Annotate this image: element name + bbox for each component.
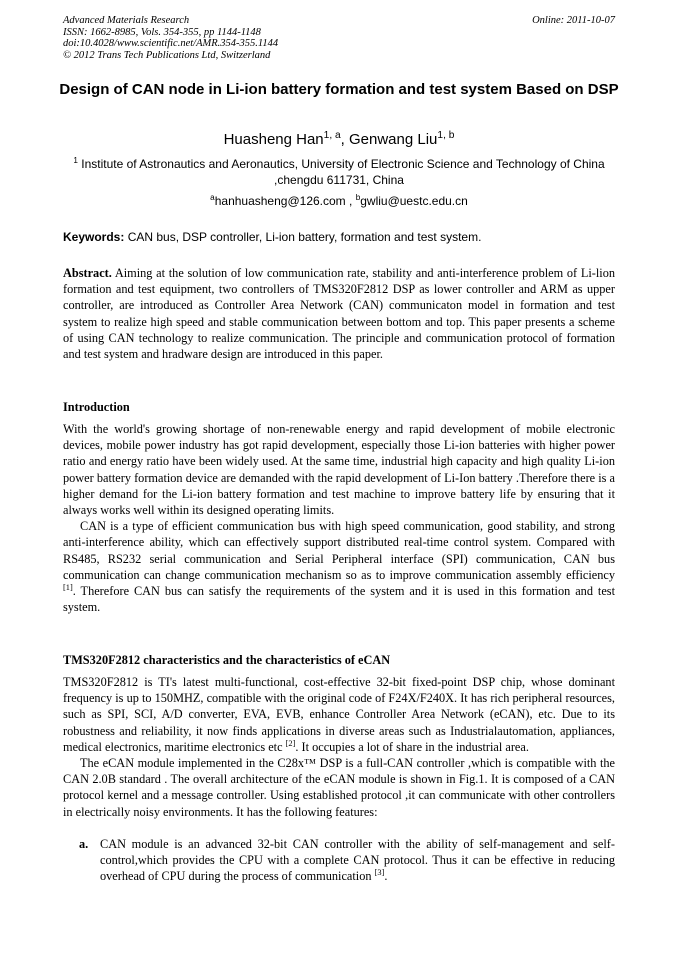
list-marker-a: a. xyxy=(79,837,89,851)
intro-p2-end: . Therefore CAN bus can satisfy the requirements of the system and it is used in this formation and test system. xyxy=(63,584,615,615)
abstract xyxy=(63,265,615,362)
author-1-sup: 1, a xyxy=(323,130,341,141)
intro-p2-text: CAN is a type of efficient communication bus with high speed communication, good stability, and strong anti-interference ability, which can effectively support distributed real-time control system. Compared with RS485, RS232 serial communication and Serial Peripheral interface (SPI) communication, CAN bus communication can change communication mechanism so as to improve communication assembly efficiency xyxy=(63,519,615,582)
s2-p1-text: TMS320F2812 is TI's latest multi-functional, cost-effective 32-bit fixed-point DSP chip, whose dominant frequency is up to 150MHZ, compatible with the original code of F24X/F240X. It has rich peripheral resources, such as SPI, SCI, A/D converter, EVA, EVB, enhance Controller Area Network (eCAN), etc. Due to its robustness and reliability, it now finds applications in diverse areas such as Industrialautomation, appliances, medical electronics, maritime electronics etc xyxy=(63,675,615,754)
feature-list-item-a xyxy=(79,836,615,885)
email-b-sup: b xyxy=(355,193,361,202)
introduction-paragraph-1: With the world's growing shortage of non-renewable energy and rapid development of mobile electronic devices, mobile power industry has got rapid development, especially those Li-ion batteries with higher power ratio and energy ratio have been widely used. At the same time, industrial high capacity and high quality Li-ion power battery formation device are demanded with the rapid development of Li-Ion battery .Therefore there is a higher demand for the Li-ion battery formation and test machine to improve battery life by ensuring that it always works well within its designed operating limits. xyxy=(63,422,615,518)
item-a-end: . xyxy=(384,869,388,884)
journal-header xyxy=(63,15,615,61)
item-a-ref: [3] xyxy=(374,868,385,878)
issn-line: ISSN: 1662-8985, Vols. 354-355, pp 1144-1148 xyxy=(63,26,261,38)
keywords-label: Keywords: xyxy=(63,230,125,244)
author-line xyxy=(0,131,678,149)
section-2-body xyxy=(63,674,615,820)
affiliation xyxy=(70,156,608,188)
online-date: Online: 2011-10-07 xyxy=(532,15,615,26)
author-2: Genwang Liu xyxy=(349,131,438,148)
author-1: Huasheng Han xyxy=(223,131,324,148)
abstract-text: Aiming at the solution of low communication rate, stability and anti-interference problem of Li-lion formation and test equipment, two controllers of TMS320F2812 DSP as lower controller and ARM as upper controller, are introduced as Controller Area Network (CAN) communicaton model in formation and test system to realize high speed and stable communication between bottom and top. This paper presents a scheme of using CAN technology to realize communication. The principle and communication protocol of formation and test system and hradware design are introduced in this paper. xyxy=(63,266,615,362)
introduction-body xyxy=(63,421,615,615)
affiliation-text: Institute of Astronautics and Aeronautics, University of Electronic Science and Technology of China ,chengdu 611731, China xyxy=(81,157,605,187)
abstract-label: Abstract. xyxy=(63,266,112,280)
paper-title: Design of CAN node in Li-ion battery formation and test system Based on DSP xyxy=(59,81,619,98)
email-a-sup: a xyxy=(210,193,215,202)
affiliation-sup: 1 xyxy=(73,156,78,165)
author-2-sup: 1, b xyxy=(437,130,455,141)
email-line xyxy=(0,193,678,209)
s2-p1-ref: [2] xyxy=(285,738,296,748)
doi-line: doi:10.4028/www.scientific.net/AMR.354-355.1144 xyxy=(63,38,279,49)
copyright-line: © 2012 Trans Tech Publications Ltd, Switzerland xyxy=(63,49,271,61)
section-2-paragraph-1 xyxy=(63,674,615,755)
journal-name: Advanced Materials Research xyxy=(63,15,190,26)
section-2-paragraph-2: The eCAN module implemented in the C28x™ DSP is a full-CAN controller ,which is compatible with the CAN 2.0B standard . The overall architecture of the eCAN module is shown in Fig.1. It is composed of a CAN protocol kernel and a message controller. Using established protocol ,it can communicate with other controllers in electrically noisy environments. It has the following features: xyxy=(63,756,615,819)
item-a-body: CAN module is an advanced 32-bit CAN controller with the ability of self-management and self-control,which provides the CPU with a complete CAN protocol. Thus it can be effective in reducing overhead of CPU during the process of communication xyxy=(100,837,615,884)
keywords xyxy=(63,229,615,245)
keywords-text: CAN bus, DSP controller, Li-ion battery, formation and test system. xyxy=(124,230,482,244)
introduction-heading: Introduction xyxy=(63,400,130,414)
list-item-a-text xyxy=(100,836,615,885)
section-2-heading: TMS320F2812 characteristics and the characteristics of eCAN xyxy=(63,653,391,667)
introduction-paragraph-2 xyxy=(63,518,615,615)
s2-p1-end: . It occupies a lot of share in the industrial area. xyxy=(295,739,529,754)
email-a: hanhuasheng@126.com xyxy=(214,194,346,208)
email-b: gwliu@uestc.edu.cn xyxy=(360,194,468,208)
email-separator: , xyxy=(345,194,356,208)
intro-p2-ref: [1] xyxy=(63,582,73,592)
author-separator: , xyxy=(340,131,349,148)
